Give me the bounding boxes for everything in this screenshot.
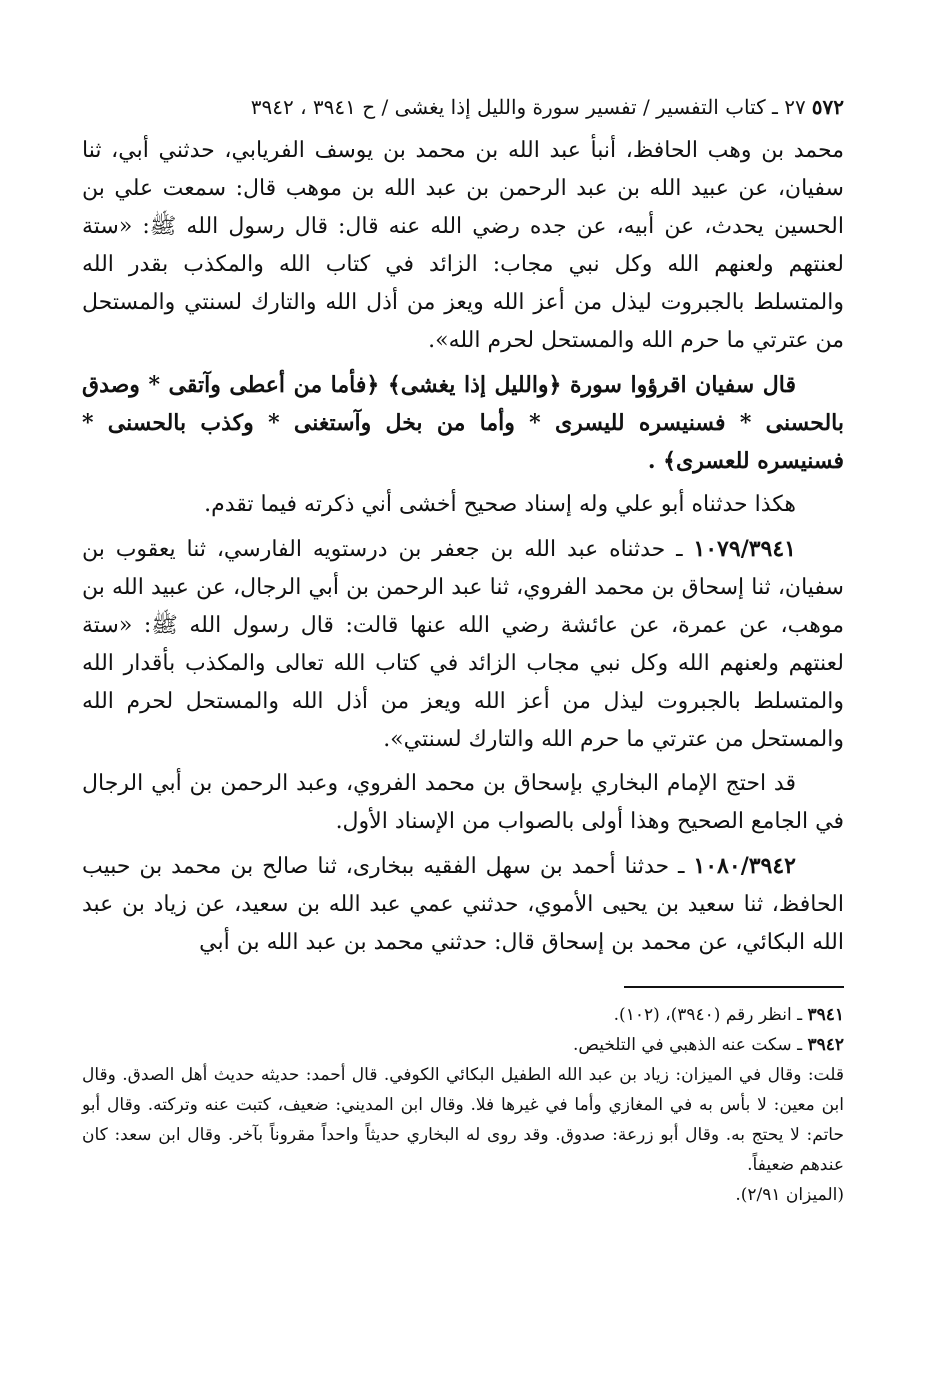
- main-text: [82, 132, 844, 962]
- footnote-3942: [82, 1030, 844, 1060]
- paragraph-2-quran: قال سفيان اقرؤوا سورة ﴿والليل إذا يغشى﴾ ﴿فأما من أعطى وآتقى * وصدق بالحسنى * فسنيسره لليسرى * وأما من بخل وآستغنى * وكذب بالحسنى * فسنيسره للعسرى﴾ .: [82, 372, 844, 474]
- hadith-3941: [82, 530, 844, 759]
- footnote-3941: [82, 1000, 844, 1030]
- paragraph-5: قد احتج الإمام البخاري بإسحاق بن محمد الفروي، وعبد الرحمن بن أبي الرجال في الجامع الصحيح وهذا أولى بالصواب من الإسناد الأول.: [82, 771, 844, 834]
- footnote-comment: قلت: وقال في الميزان: زياد بن عبد الله الطفيل البكائي الكوفي. قال أحمد: حديثه حديث أهل الصدق. وقال ابن معين: لا بأس به في المغازي وأما في غيرها فلا. وقال ابن المديني: ضعيف، كتبت عنه وتركته. وقال أبو حاتم: لا يحتج به. وقال أبو زرعة: صدوق. وقد روى له البخاري حديثاً واحداً مقروناً بآخر. وقال ابن سعد: كان عندهم ضعيفاً.: [82, 1065, 844, 1175]
- hadith-3942: [82, 847, 844, 962]
- hadith-number: ١٠٧٩/٣٩٤١: [693, 536, 796, 562]
- footnote-number: ٣٩٤١: [807, 1005, 844, 1025]
- footnote-divider: [624, 986, 844, 988]
- footnote-number: ٣٩٤٢: [807, 1035, 844, 1055]
- footnote-citation: (الميزان ٢/٩١).: [735, 1185, 844, 1205]
- footnote-text: ـ سكت عنه الذهبي في التلخيص.: [572, 1035, 808, 1055]
- hadith-number: ١٠٨٠/٣٩٤٢: [693, 853, 796, 879]
- hadith-text: ـ حدثنا أحمد بن سهل الفقيه ببخارى، ثنا صالح بن محمد بن حبيب الحافظ، ثنا سعيد بن يحيى الأموي، حدثني عمي عبد الله بن سعيد، عن زياد بن عبد الله البكائي، عن محمد بن إسحاق قال: حدثني محمد بن عبد الله بن أبي: [82, 854, 844, 955]
- page-header: [82, 92, 844, 126]
- footnotes: [82, 1000, 844, 1210]
- running-title: ٢٧ ـ كتاب التفسير / تفسير سورة والليل إذا يغشى / ح ٣٩٤١ ، ٣٩٤٢: [250, 95, 806, 119]
- footnote-text: ـ انظر رقم (٣٩٤٠)، (١٠٢).: [613, 1005, 808, 1025]
- hadith-text: ـ حدثناه عبد الله بن جعفر بن درستويه الفارسي، ثنا يعقوب بن سفيان، ثنا إسحاق بن محمد الفروي، ثنا عبد الرحمن بن أبي الرجال، عن عبيد الله بن موهب، عن عمرة، عن عائشة رضي الله عنها قالت: قال رسول الله ﷺ: «ستة لعنتهم ولعنهم الله وكل نبي مجاب الزائد في كتاب الله تعالى والمكذب بأقدار الله والمتسلط بالجبروت ليذل من أعز الله ويعز من أذل الله والمستحل لحرم الله والمستحل من عترتي ما حرم الله والتارك لسنتي».: [82, 537, 844, 752]
- page-number: ٥٧٢: [811, 95, 844, 119]
- paragraph-3: هكذا حدثناه أبو علي وله إسناد صحيح أخشى أني ذكرته فيما تقدم.: [204, 492, 796, 517]
- paragraph-1: محمد بن وهب الحافظ، أنبأ عبد الله بن محمد بن يوسف الفريابي، حدثني أبي، ثنا سفيان، عن عبيد الله بن عبد الرحمن بن عبد الله بن موهب قال: سمعت علي بن الحسين يحدث، عن أبيه، عن جده رضي الله عنه قال: قال رسول الله ﷺ: «ستة لعنتهم ولعنهم الله وكل نبي مجاب: الزائد في كتاب الله والمكذب بقدر الله والمتسلط بالجبروت ليذل من أعز الله ويعز من أذل الله والتارك لسنتي والمستحل من عترتي ما حرم الله والمستحل لحرم الله».: [82, 138, 844, 353]
